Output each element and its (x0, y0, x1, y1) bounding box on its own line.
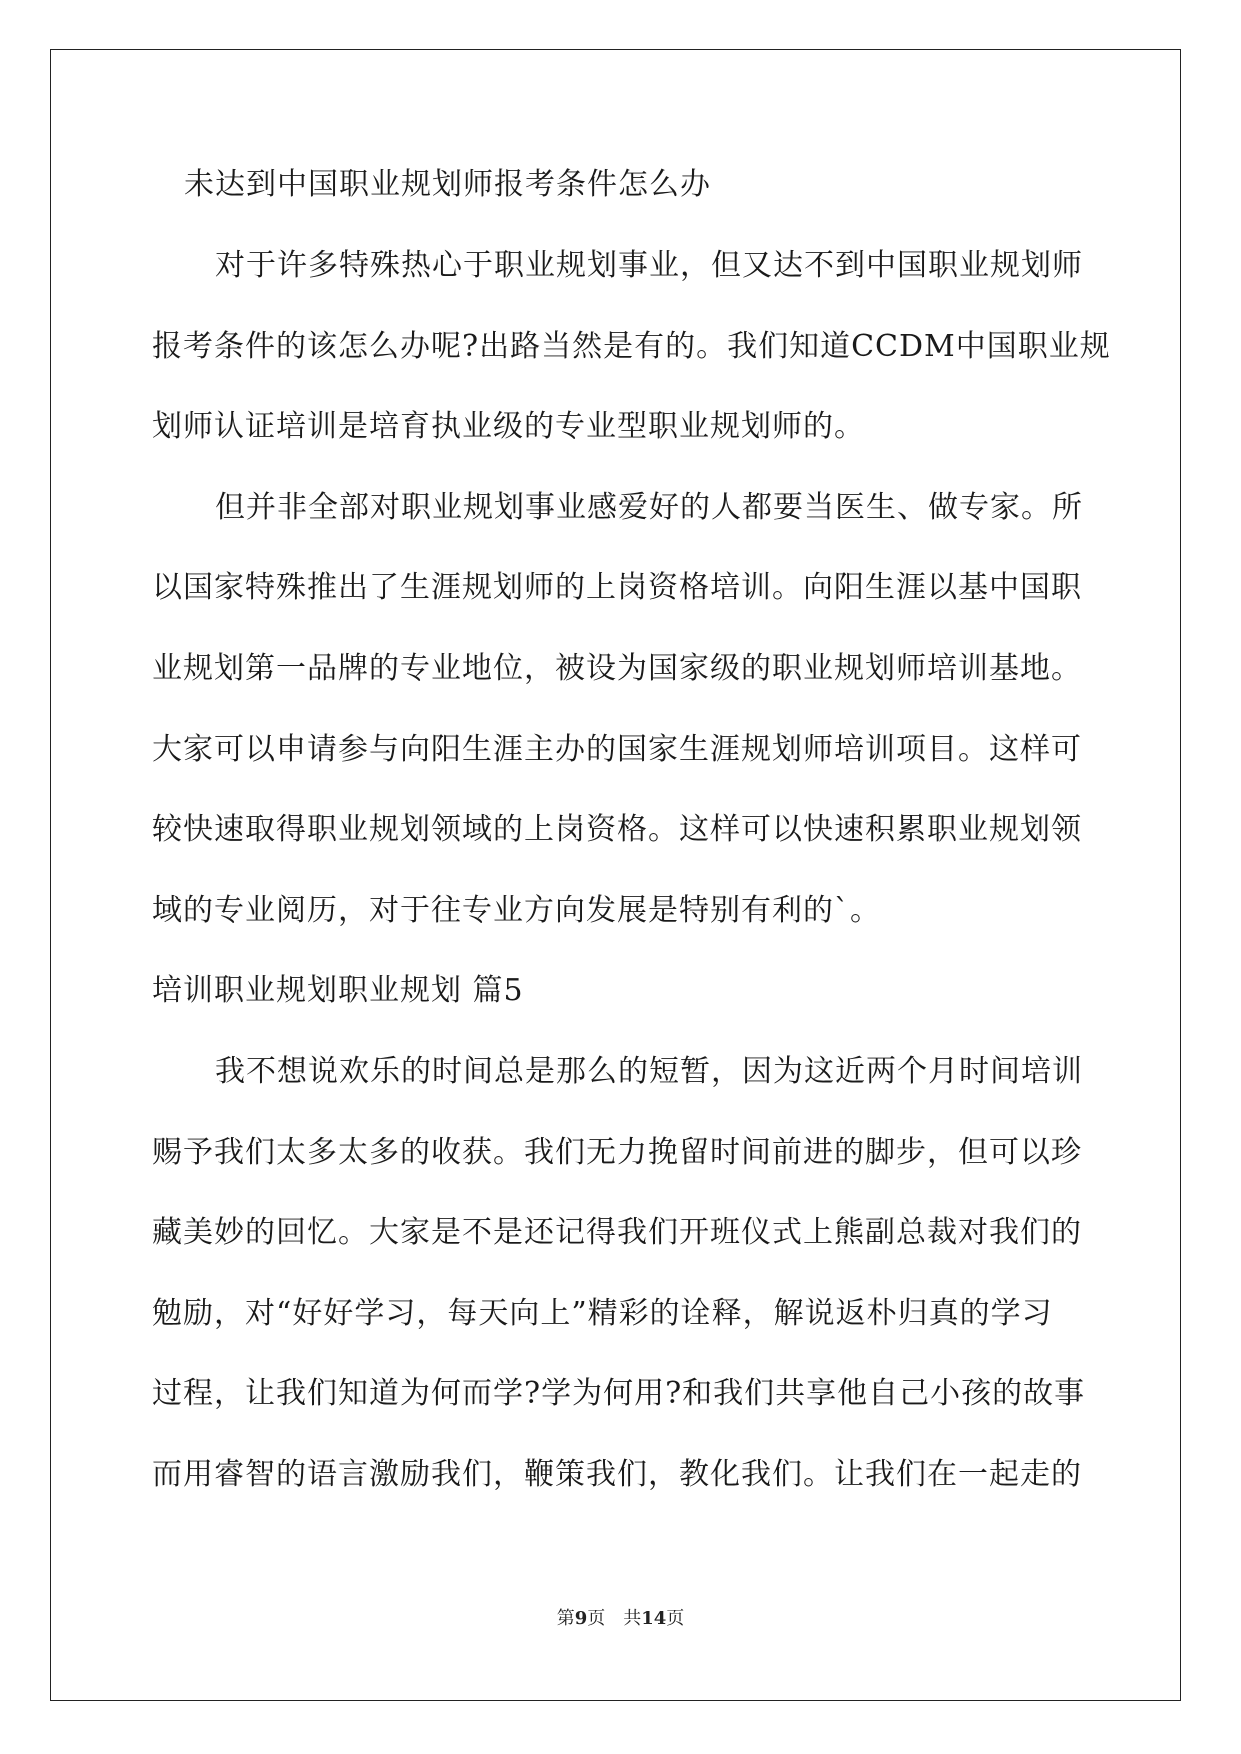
page-prefix: 第 (556, 1608, 575, 1629)
document-line: 报考条件的该怎么办呢?出路当然是有的。我们知道CCDM中国职业规 (152, 329, 1111, 364)
page-suffix: 页 (587, 1608, 606, 1629)
document-line: 而用睿智的语言激励我们，鞭策我们，教化我们。让我们在一起走的 (152, 1457, 1082, 1492)
page-number: 9 (574, 1608, 588, 1629)
document-line: 赐予我们太多太多的收获。我们无力挽留时间前进的脚步，但可以珍 (152, 1135, 1082, 1170)
document-line: 但并非全部对职业规划事业感爱好的人都要当医生、做专家。所 (215, 490, 1083, 525)
document-line: 藏美妙的回忆。大家是不是还记得我们开班仪式上熊副总裁对我们的 (152, 1215, 1082, 1250)
document-line: 划师认证培训是培育执业级的专业型职业规划师的。 (152, 409, 865, 444)
document-line: 勉励，对“好好学习，每天向上”精彩的诠释，解说返朴归真的学习 (152, 1296, 1053, 1331)
document-line: 对于许多特殊热心于职业规划事业，但又达不到中国职业规划师 (215, 248, 1083, 283)
document-line: 较快速取得职业规划领域的上岗资格。这样可以快速积累职业规划领 (152, 812, 1082, 847)
document-line: 业规划第一品牌的专业地位，被设为国家级的职业规划师培训基地。 (152, 651, 1082, 686)
page-border (50, 49, 1181, 1701)
document-line: 我不想说欢乐的时间总是那么的短暂，因为这近两个月时间培训 (215, 1054, 1083, 1089)
document-line: 大家可以申请参与向阳生涯主办的国家生涯规划师培训项目。这样可 (152, 732, 1082, 767)
document-line: 过程，让我们知道为何而学?学为何用?和我们共享他自己小孩的故事 (152, 1376, 1086, 1411)
total-pages: 14 (641, 1608, 667, 1629)
total-prefix: 共 (623, 1608, 642, 1629)
total-suffix: 页 (666, 1608, 685, 1629)
page-footer (0, 1607, 1241, 1631)
document-line: 域的专业阅历，对于往专业方向发展是特别有利的`。 (152, 893, 881, 928)
section-heading: 培训职业规划职业规划 篇5 (152, 973, 524, 1008)
document-line: 未达到中国职业规划师报考条件怎么办 (184, 167, 711, 202)
document-line: 以国家特殊推出了生涯规划师的上岗资格培训。向阳生涯以基中国职 (152, 570, 1082, 605)
